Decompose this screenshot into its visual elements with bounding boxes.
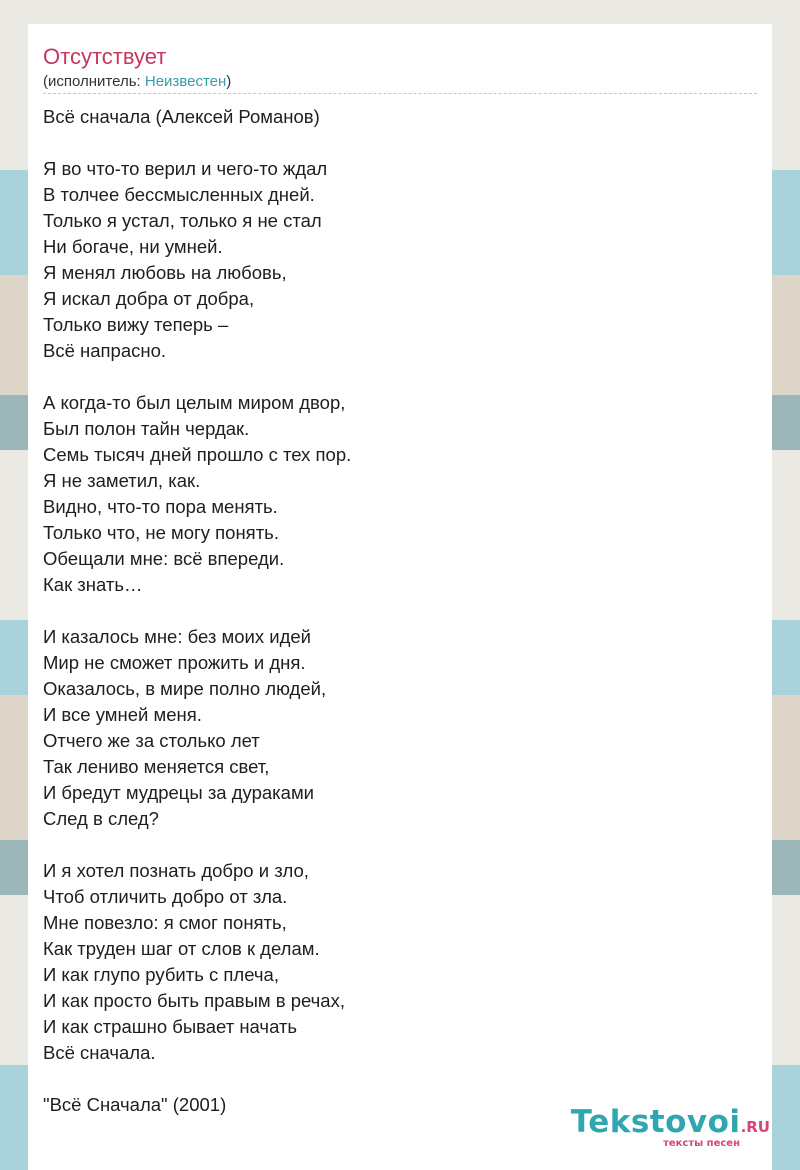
stanza-gap <box>43 832 743 858</box>
stanza <box>43 624 743 832</box>
performer-line <box>43 73 231 91</box>
lyric-line: Всё напрасно. <box>43 340 167 361</box>
lyric-line: Ни богаче, ни умней. <box>43 236 223 257</box>
artist-link[interactable]: Неизвестен <box>144 73 227 90</box>
lyric-line: И как глупо рубить с плеча, <box>43 964 279 985</box>
lyric-line: Мир не сможет прожить и дня. <box>43 652 306 673</box>
lyric-line: Только я устал, только я не стал <box>43 210 322 231</box>
lyric-line: Как знать… <box>43 574 143 595</box>
logo-tld: .RU <box>740 1118 770 1136</box>
song-title: Отсутствует <box>43 44 167 69</box>
lyric-line: И все умней меня. <box>43 704 202 725</box>
stanza-gap <box>43 598 743 624</box>
lyric-line: Отчего же за столько лет <box>43 730 260 751</box>
stanza <box>43 858 743 1066</box>
lyric-line: И как просто быть правым в речах, <box>43 990 345 1011</box>
lyric-line: И бредут мудрецы за дураками <box>43 782 314 803</box>
lyric-line: И я хотел познать добро и зло, <box>43 860 309 881</box>
lyric-line: И казалось мне: без моих идей <box>43 626 311 647</box>
logo-brand: Tekstovoi <box>570 1104 741 1140</box>
lyric-line: Обещали мне: всё впереди. <box>43 548 285 569</box>
site-logo[interactable] <box>570 1104 770 1149</box>
song-footer: "Всё Сначала" (2001) <box>43 1094 227 1115</box>
lyric-line: Я во что-то верил и чего-то ждал <box>43 158 328 179</box>
stanza-gap <box>43 364 743 390</box>
lyric-line: И как страшно бывает начать <box>43 1016 298 1037</box>
lyric-line: Мне повезло: я смог понять, <box>43 912 287 933</box>
stanza <box>43 390 743 598</box>
lyric-line: Как труден шаг от слов к делам. <box>43 938 320 959</box>
song-heading: Всё сначала (Алексей Романов) <box>43 106 320 127</box>
lyric-line: Чтоб отличить добро от зла. <box>43 886 288 907</box>
stanza-gap <box>43 1066 743 1092</box>
performer-suffix: ) <box>226 73 232 90</box>
lyric-line: Только что, не могу понять. <box>43 522 279 543</box>
lyric-line: Только вижу теперь – <box>43 314 229 335</box>
lyric-line: След в след? <box>43 808 159 829</box>
stanza-gap <box>43 130 743 156</box>
lyric-line: Я менял любовь на любовь, <box>43 262 287 283</box>
lyrics-body <box>43 104 743 1118</box>
lyric-line: В толчее бессмысленных дней. <box>43 184 315 205</box>
lyric-line: Был полон тайн чердак. <box>43 418 250 439</box>
lyric-line: Семь тысяч дней прошло с тех пор. <box>43 444 352 465</box>
lyric-line: Я искал добра от добра, <box>43 288 255 309</box>
lyric-line: Я не заметил, как. <box>43 470 201 491</box>
performer-prefix: (исполнитель: <box>43 73 145 90</box>
lyric-line: Всё сначала. <box>43 1042 156 1063</box>
dashed-divider <box>43 93 757 94</box>
lyrics-card <box>28 24 772 1170</box>
lyric-line: Видно, что-то пора менять. <box>43 496 278 517</box>
logo-tagline: тексты песен <box>663 1138 740 1149</box>
lyric-line: Так лениво меняется свет, <box>43 756 270 777</box>
stanza <box>43 156 743 364</box>
lyric-line: А когда-то был целым миром двор, <box>43 392 346 413</box>
lyric-line: Оказалось, в мире полно людей, <box>43 678 327 699</box>
